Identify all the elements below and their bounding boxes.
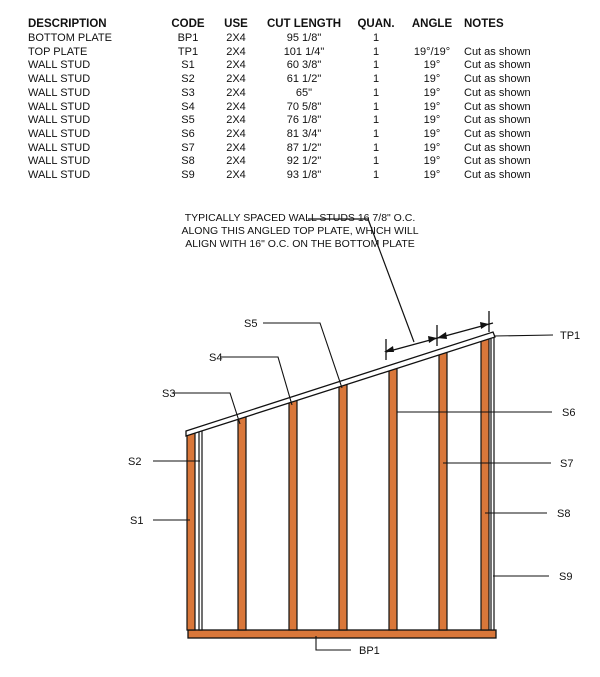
cell-description: WALL STUD bbox=[28, 127, 91, 140]
cell-cut-length: 101 1/4" bbox=[283, 45, 325, 58]
callout-label-s5: S5 bbox=[244, 318, 258, 330]
arrowhead bbox=[437, 332, 447, 339]
callout-label-bp1: BP1 bbox=[359, 645, 380, 657]
cell-quantity: 1 bbox=[372, 73, 380, 86]
cell-quantity: 1 bbox=[372, 45, 380, 58]
cell-code: TP1 bbox=[177, 45, 199, 58]
cell-code: S3 bbox=[181, 86, 195, 99]
cell-description: WALL STUD bbox=[28, 73, 91, 86]
cell-cut-length: 60 3/8" bbox=[286, 59, 322, 72]
callout-labels bbox=[128, 318, 580, 657]
wall-stud-s6 bbox=[389, 367, 397, 630]
cell-use: 2X4 bbox=[226, 141, 246, 154]
cell-quantity: 1 bbox=[372, 155, 380, 168]
header-angle: ANGLE bbox=[411, 18, 453, 30]
header-use: USE bbox=[224, 18, 248, 30]
cell-notes: Cut as shown bbox=[464, 100, 531, 113]
callout-label-s9: S9 bbox=[559, 571, 573, 583]
header-quantity: QUAN. bbox=[357, 18, 395, 30]
cell-description: WALL STUD bbox=[28, 86, 91, 99]
cell-use: 2X4 bbox=[226, 45, 246, 58]
cell-quantity: 1 bbox=[372, 141, 380, 154]
cell-quantity: 1 bbox=[372, 32, 380, 44]
cell-angle: 19° bbox=[423, 73, 441, 86]
cell-cut-length: 95 1/8" bbox=[286, 32, 322, 44]
wall-frame bbox=[186, 332, 496, 638]
cell-code: S1 bbox=[181, 59, 195, 72]
arrowhead bbox=[480, 322, 489, 329]
cell-notes: Cut as shown bbox=[464, 73, 531, 86]
cell-notes: Cut as shown bbox=[464, 114, 531, 127]
cell-code: BP1 bbox=[177, 32, 199, 44]
wall-stud-s2 bbox=[199, 430, 202, 630]
cell-angle: 19° bbox=[423, 86, 441, 99]
cell-code: S6 bbox=[181, 127, 195, 140]
cell-angle: 19° bbox=[423, 59, 441, 72]
cell-cut-length: 93 1/8" bbox=[286, 169, 322, 182]
cell-description: WALL STUD bbox=[28, 141, 91, 154]
cell-cut-length: 65" bbox=[295, 86, 313, 99]
cell-cut-length: 92 1/2" bbox=[286, 155, 322, 168]
cell-description: WALL STUD bbox=[28, 59, 91, 72]
header-cut-length: CUT LENGTH bbox=[266, 18, 342, 30]
wall-stud-s4 bbox=[289, 399, 297, 630]
wall-stud-s8 bbox=[481, 337, 489, 630]
cell-use: 2X4 bbox=[226, 100, 246, 113]
cell-cut-length: 61 1/2" bbox=[286, 73, 322, 86]
cell-quantity: 1 bbox=[372, 127, 380, 140]
cell-cut-length: 70 5/8" bbox=[286, 100, 322, 113]
leader-s5 bbox=[263, 323, 342, 388]
callout-label-s4: S4 bbox=[209, 352, 223, 364]
cell-use: 2X4 bbox=[226, 86, 246, 99]
callout-label-s6: S6 bbox=[562, 407, 576, 419]
cell-quantity: 1 bbox=[372, 114, 380, 127]
cell-use: 2X4 bbox=[226, 155, 246, 168]
cell-description: WALL STUD bbox=[28, 100, 91, 113]
cell-angle: 19° bbox=[423, 114, 441, 127]
cell-quantity: 1 bbox=[372, 59, 380, 72]
note-leader-line bbox=[308, 219, 414, 342]
spacing-note-line: TYPICALLY SPACED WALL STUDS 16 7/8" O.C. bbox=[184, 212, 416, 224]
cell-cut-length: 87 1/2" bbox=[286, 141, 322, 154]
cell-notes: Cut as shown bbox=[464, 59, 531, 72]
cell-code: S9 bbox=[181, 169, 195, 182]
cell-description: WALL STUD bbox=[28, 169, 91, 182]
cell-description: BOTTOM PLATE bbox=[28, 32, 112, 44]
cell-description: WALL STUD bbox=[28, 155, 91, 168]
header-description: DESCRIPTION bbox=[28, 18, 107, 30]
cell-use: 2X4 bbox=[226, 73, 246, 86]
header-notes: NOTES bbox=[464, 18, 504, 30]
cell-use: 2X4 bbox=[226, 114, 246, 127]
cell-notes: Cut as shown bbox=[464, 141, 531, 154]
callout-label-s2: S2 bbox=[128, 456, 142, 468]
cell-angle: 19° bbox=[423, 155, 441, 168]
wall-stud-s7 bbox=[439, 351, 447, 630]
cell-angle: 19° bbox=[423, 127, 441, 140]
cell-quantity: 1 bbox=[372, 86, 380, 99]
cell-use: 2X4 bbox=[226, 32, 246, 44]
cell-use: 2X4 bbox=[226, 169, 246, 182]
cell-use: 2X4 bbox=[226, 127, 246, 140]
callout-label-tp1: TP1 bbox=[560, 330, 581, 342]
cell-description: WALL STUD bbox=[28, 114, 91, 127]
callout-label-s3: S3 bbox=[162, 388, 176, 400]
cell-cut-length: 76 1/8" bbox=[286, 114, 322, 127]
wall-stud-s5 bbox=[339, 383, 347, 630]
bottom-plate-bp1 bbox=[188, 630, 496, 638]
cell-notes: Cut as shown bbox=[464, 169, 531, 182]
cell-notes: Cut as shown bbox=[464, 155, 531, 168]
spacing-note-line: ALIGN WITH 16" O.C. ON THE BOTTOM PLATE bbox=[185, 238, 415, 250]
cell-angle: 19° bbox=[423, 169, 441, 182]
cell-code: S8 bbox=[181, 155, 195, 168]
cell-notes: Cut as shown bbox=[464, 45, 531, 58]
cell-code: S5 bbox=[181, 114, 195, 127]
header-code: CODE bbox=[171, 18, 205, 30]
cell-description: TOP PLATE bbox=[28, 45, 88, 58]
cell-notes: Cut as shown bbox=[464, 127, 531, 140]
cell-notes: Cut as shown bbox=[464, 86, 531, 99]
cell-code: S4 bbox=[181, 100, 195, 113]
callout-label-s7: S7 bbox=[560, 458, 574, 470]
leader-tp1 bbox=[494, 335, 553, 336]
wall-stud-s1 bbox=[187, 432, 195, 630]
cell-code: S2 bbox=[181, 73, 195, 86]
wall-stud-s3 bbox=[238, 416, 246, 630]
cell-use: 2X4 bbox=[226, 59, 246, 72]
cell-quantity: 1 bbox=[372, 100, 380, 113]
arrowhead bbox=[428, 336, 437, 343]
cell-code: S7 bbox=[181, 141, 195, 154]
cell-quantity: 1 bbox=[372, 169, 380, 182]
cell-angle: 19° bbox=[423, 141, 441, 154]
cell-angle: 19°/19° bbox=[413, 45, 451, 58]
spacing-note-line: ALONG THIS ANGLED TOP PLATE, WHICH WILL bbox=[181, 225, 419, 237]
wall-stud-s9 bbox=[491, 336, 494, 630]
callout-label-s1: S1 bbox=[130, 515, 144, 527]
cell-cut-length: 81 3/4" bbox=[286, 127, 322, 140]
leader-s4 bbox=[220, 357, 292, 405]
cell-angle: 19° bbox=[423, 100, 441, 113]
callout-label-s8: S8 bbox=[557, 508, 571, 520]
